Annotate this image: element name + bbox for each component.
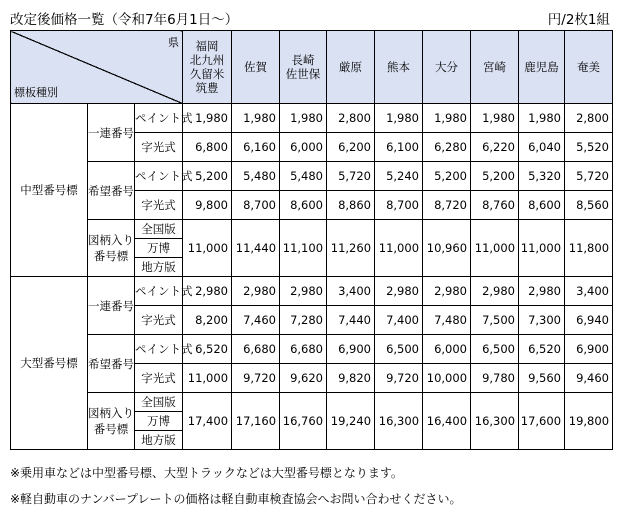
price-cell: 7,500 [471,306,519,335]
price-cell: 6,520 [183,335,232,364]
price-cell: 1,980 [232,104,280,133]
price-cell: 9,560 [519,364,565,393]
price-cell: 8,860 [327,191,375,220]
price-cell: 19,240 [327,393,375,450]
plate-size-label: 大型番号標 [11,277,88,450]
price-cell: 9,620 [280,364,327,393]
price-cell: 6,800 [183,133,232,162]
price-cell: 9,720 [232,364,280,393]
price-cell: 8,700 [232,191,280,220]
price-cell: 5,200 [183,162,232,191]
price-cell: 6,500 [375,335,423,364]
price-cell: 9,460 [565,364,613,393]
price-cell: 7,300 [519,306,565,335]
price-cell: 8,560 [565,191,613,220]
price-cell: 1,980 [423,104,471,133]
price-cell: 9,800 [183,191,232,220]
price-cell: 16,300 [471,393,519,450]
prefecture-axis-label: 県 [168,36,180,49]
price-cell: 2,980 [375,277,423,306]
price-cell: 5,200 [471,162,519,191]
type-paint-label: ペイント式 [135,162,183,191]
price-cell: 6,940 [565,306,613,335]
type-paint-label: ペイント式 [135,104,183,133]
type-national-label: 全国版 [135,393,183,412]
price-cell: 5,720 [327,162,375,191]
price-cell: 6,200 [327,133,375,162]
note-1: ※乗用車などは中型番号標、大型トラックなどは大型番号標となります。 [10,466,403,480]
table-row [11,220,613,239]
price-cell: 8,200 [183,306,232,335]
price-cell: 6,900 [327,335,375,364]
type-local-label: 地方版 [135,258,183,277]
price-cell: 8,760 [471,191,519,220]
price-cell: 11,000 [183,364,232,393]
price-cell: 11,440 [232,220,280,277]
price-cell: 2,800 [327,104,375,133]
price-cell: 2,980 [183,277,232,306]
wish-number-label: 希望番号 [88,162,135,220]
price-cell: 16,400 [423,393,471,450]
price-cell: 17,400 [183,393,232,450]
price-cell: 2,800 [565,104,613,133]
price-cell: 16,760 [280,393,327,450]
price-cell: 6,680 [232,335,280,364]
price-cell: 1,980 [375,104,423,133]
price-cell: 8,600 [280,191,327,220]
header-row [11,31,613,104]
price-cell: 6,280 [423,133,471,162]
price-cell: 1,980 [519,104,565,133]
price-cell: 7,460 [232,306,280,335]
price-cell: 7,400 [375,306,423,335]
price-table [10,30,613,450]
price-cell: 6,680 [280,335,327,364]
unit-label: 円/2枚1組 [547,12,610,28]
corner-cell [11,31,183,104]
prefecture-header: 大分 [423,31,471,104]
price-cell: 6,160 [232,133,280,162]
price-cell: 10,000 [423,364,471,393]
type-glow-label: 字光式 [135,191,183,220]
type-glow-label: 字光式 [135,306,183,335]
price-cell: 2,980 [471,277,519,306]
price-cell: 11,000 [471,220,519,277]
price-cell: 5,320 [519,162,565,191]
plate-kind-axis-label: 標板種別 [14,86,58,99]
price-cell: 19,800 [565,393,613,450]
price-cell: 11,000 [183,220,232,277]
prefecture-header: 熊本 [375,31,423,104]
table-row [11,335,613,364]
type-paint-label: ペイント式 [135,277,183,306]
price-cell: 11,000 [375,220,423,277]
price-cell: 7,440 [327,306,375,335]
price-cell: 7,480 [423,306,471,335]
price-cell: 6,520 [519,335,565,364]
price-cell: 2,980 [280,277,327,306]
table-row [11,277,613,306]
type-paint-label: ペイント式 [135,335,183,364]
type-expo-label: 万博 [135,239,183,258]
price-cell: 6,040 [519,133,565,162]
table-row [11,393,613,412]
price-cell: 8,720 [423,191,471,220]
design-plate-label: 図柄入り 番号標 [88,220,135,277]
note-2: ※軽自動車のナンバープレートの価格は軽自動車検査協会へお問い合わせください。 [10,492,462,506]
type-national-label: 全国版 [135,220,183,239]
prefecture-header: 福岡 北九州 久留米 筑豊 [183,31,232,104]
price-cell: 5,520 [565,133,613,162]
table-row [11,162,613,191]
price-cell: 8,700 [375,191,423,220]
serial-number-label: 一連番号 [88,104,135,162]
price-cell: 1,980 [280,104,327,133]
type-glow-label: 字光式 [135,133,183,162]
prefecture-header: 鹿児島 [519,31,565,104]
prefecture-header: 奄美 [565,31,613,104]
price-cell: 17,160 [232,393,280,450]
price-cell: 5,720 [565,162,613,191]
price-cell: 6,900 [565,335,613,364]
page-title: 改定後価格一覧（令和7年6月1日～） [10,12,239,28]
price-cell: 6,500 [471,335,519,364]
plate-size-label: 中型番号標 [11,104,88,277]
wish-number-label: 希望番号 [88,335,135,393]
price-cell: 16,300 [375,393,423,450]
price-cell: 9,720 [375,364,423,393]
prefecture-header: 宮崎 [471,31,519,104]
price-cell: 3,400 [327,277,375,306]
price-cell: 6,220 [471,133,519,162]
price-cell: 11,000 [519,220,565,277]
type-local-label: 地方版 [135,431,183,450]
prefecture-header: 佐賀 [232,31,280,104]
price-cell: 5,480 [280,162,327,191]
price-cell: 1,980 [471,104,519,133]
table-row [11,104,613,133]
price-cell: 2,980 [519,277,565,306]
price-cell: 9,780 [471,364,519,393]
prefecture-header: 厳原 [327,31,375,104]
price-cell: 5,200 [423,162,471,191]
price-cell: 7,280 [280,306,327,335]
price-cell: 8,600 [519,191,565,220]
price-cell: 11,260 [327,220,375,277]
serial-number-label: 一連番号 [88,277,135,335]
price-cell: 6,000 [423,335,471,364]
price-cell: 3,400 [565,277,613,306]
price-cell: 5,480 [232,162,280,191]
price-cell: 10,960 [423,220,471,277]
design-plate-label: 図柄入り 番号標 [88,393,135,450]
prefecture-header: 長崎 佐世保 [280,31,327,104]
price-cell: 9,820 [327,364,375,393]
price-cell: 2,980 [423,277,471,306]
price-cell: 2,980 [232,277,280,306]
price-cell: 6,000 [280,133,327,162]
type-glow-label: 字光式 [135,364,183,393]
price-cell: 6,100 [375,133,423,162]
price-cell: 11,800 [565,220,613,277]
price-cell: 1,980 [183,104,232,133]
type-expo-label: 万博 [135,412,183,431]
price-cell: 5,240 [375,162,423,191]
price-cell: 11,100 [280,220,327,277]
price-cell: 17,600 [519,393,565,450]
